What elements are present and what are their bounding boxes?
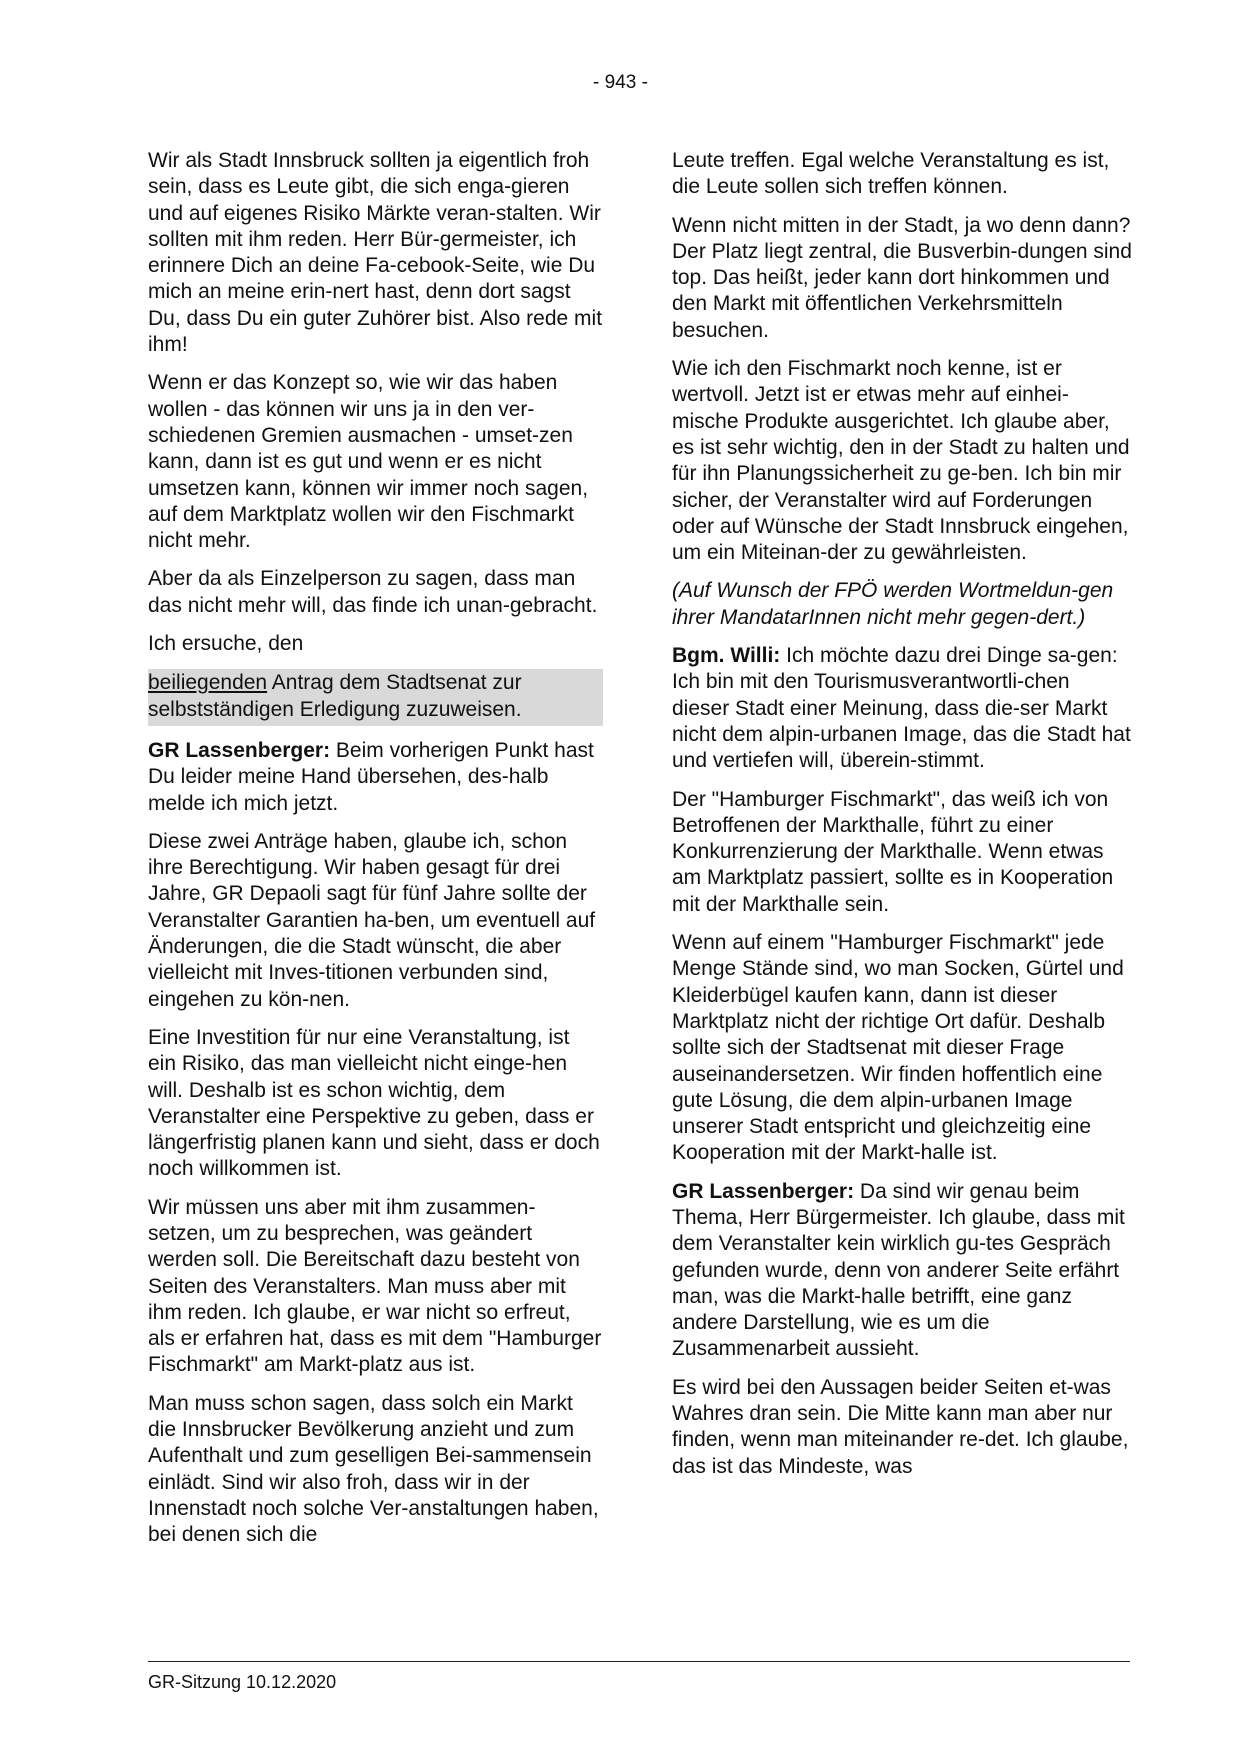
editorial-note: (Auf Wunsch der FPÖ werden Wortmeldun-gen ihrer MandatarInnen nicht mehr gegen-dert.) [672, 579, 1114, 629]
speaker-name: Bgm. Willi: [672, 644, 781, 668]
motion-highlight [148, 669, 603, 726]
paragraph: Wir als Stadt Innsbruck sollten ja eigentlich froh sein, dass es Leute gibt, die sich enga-gieren und auf eigenes Risiko Märkte veran-stalten. Wir sollten mit ihm reden. Herr Bür-germeister, ich erinnere Dich an deine Fa-cebook-Seite, wie Du mich an meine erin-nert hast, denn dort sagst Du, dass Du ein guter Zuhörer bist. Also rede mit ihm! [148, 149, 603, 357]
speaker-name: GR Lassenberger: [148, 738, 331, 762]
underlined-word: beiliegenden [148, 671, 268, 695]
footer-session-date: GR-Sitzung 10.12.2020 [148, 1672, 337, 1692]
speech-text: Da sind wir genau beim Thema, Herr Bürgermeister. Ich glaube, dass mit dem Veranstalter kein wirklich gu-tes Gespräch gefunden wurde, denn von anderer Seite erfährt man, was die Markt-halle betrifft, eine ganz andere Darstellung, wie es um die Zusammenarbeit aussieht. [672, 1179, 1125, 1361]
paragraph: Leute treffen. Egal welche Veranstaltung es ist, die Leute sollen sich treffen können. [672, 149, 1110, 199]
paragraph: Eine Investition für nur eine Veranstaltung, ist ein Risiko, das man vielleicht nicht einge-hen will. Deshalb ist es schon wichtig, dem Veranstalter eine Perspektive zu geben, dass er längerfristig planen kann und sieht, dass er doch noch willkommen ist. [148, 1025, 600, 1181]
speech-paragraph [672, 1179, 1132, 1363]
paragraph: Der "Hamburger Fischmarkt", das weiß ich von Betroffenen der Markthalle, führt zu einer Konkurrenzierung der Markthalle. Wenn etwas am Marktplatz passiert, sollte es in Kooperation mit der Markthalle sein. [672, 787, 1114, 916]
speech-paragraph [672, 643, 1132, 774]
right-column [672, 148, 1132, 1492]
paragraph: Wir müssen uns aber mit ihm zusammen-setzen, um zu besprechen, was geändert werden soll. Die Bereitschaft dazu besteht von Seiten des Veranstalters. Man muss aber mit ihm reden. Ich glaube, er war nicht so erfreut, als er erfahren hat, dass es mit dem "Hamburger Fischmarkt" am Markt-platz aus ist. [148, 1195, 602, 1377]
paragraph: Ich ersuche, den [148, 632, 304, 656]
motion-text: Antrag dem Stadtsenat zur selbstständigen Erledigung zuzuweisen. [148, 671, 522, 721]
paragraph: Wenn er das Konzept so, wie wir das haben wollen - das können wir uns ja in den ver-schiedenen Gremien ausmachen - umset-zen kann, dann ist es gut und wenn er es nicht umsetzen kann, können wir immer noch sagen, auf dem Marktplatz wollen wir den Fischmarkt nicht mehr. [148, 371, 589, 553]
speech-text: Beim vorherigen Punkt hast Du leider meine Hand übersehen, des-halb melde ich mich jetzt. [148, 738, 594, 815]
paragraph: Aber da als Einzelperson zu sagen, dass man das nicht mehr will, das finde ich unan-gebracht. [148, 567, 598, 617]
speech-paragraph [148, 738, 603, 817]
paragraph: Wenn nicht mitten in der Stadt, ja wo denn dann? Der Platz liegt zentral, die Busverbin-dungen sind top. Das heißt, jeder kann dort hinkommen und den Markt mit öffentlichen Verkehrsmitteln besuchen. [672, 213, 1132, 342]
paragraph: Wie ich den Fischmarkt noch kenne, ist er wertvoll. Jetzt ist er etwas mehr auf einhei-mische Produkte ausgerichtet. Ich glaube aber, es ist sehr wichtig, den in der Stadt zu halten und für ihn Planungssicherheit zu ge-ben. Ich bin mir sicher, der Veranstalter wird auf Forderungen oder auf Wünsche der Stadt Innsbruck eingehen, um ein Miteinan-der zu gewährleisten. [672, 357, 1130, 565]
speaker-name: GR Lassenberger: [672, 1179, 855, 1203]
page-number: - 943 - [593, 72, 648, 93]
paragraph: Wenn auf einem "Hamburger Fischmarkt" jede Menge Stände sind, wo man Socken, Gürtel und Kleiderbügel kaufen kann, dann ist dieser Marktplatz nicht der richtige Ort dafür. Deshalb sollte sich der Stadtsenat mit dieser Frage auseinandersetzen. Wir finden hoffentlich eine gute Lösung, die dem alpin-urbanen Image unserer Stadt entspricht und gleichzeitig eine Kooperation mit der Markt-halle ist. [672, 931, 1124, 1165]
paragraph: Es wird bei den Aussagen beider Seiten et-was Wahres dran sein. Die Mitte kann man aber nur finden, wenn man miteinander re-det. Ich glaube, das ist das Mindeste, was [672, 1375, 1129, 1478]
paragraph: Man muss schon sagen, dass solch ein Markt die Innsbrucker Bevölkerung anzieht und zum Aufenthalt und zum geselligen Bei-sammensein einlädt. Sind wir also froh, dass wir in der Innenstadt noch solche Ver-anstaltungen haben, bei denen sich die [148, 1391, 599, 1547]
speech-text: Ich möchte dazu drei Dinge sa-gen: Ich bin mit den Tourismusverantwortli-chen dieser Stadt einer Meinung, dass die-ser Markt nicht dem alpin-urbanen Image, das die Stadt hat und vertiefen will, überein-stimmt. [672, 644, 1131, 773]
footer-divider [148, 1661, 1130, 1662]
paragraph: Diese zwei Anträge haben, glaube ich, schon ihre Berechtigung. Wir haben gesagt für drei Jahre, GR Depaoli sagt für fünf Jahre sollte der Veranstalter Garantien ha-ben, um eventuell auf Änderungen, die die Stadt wünscht, die aber vielleicht mit Inves-titionen verbunden sind, eingehen zu kön-nen. [148, 829, 596, 1011]
left-column [148, 148, 603, 1561]
